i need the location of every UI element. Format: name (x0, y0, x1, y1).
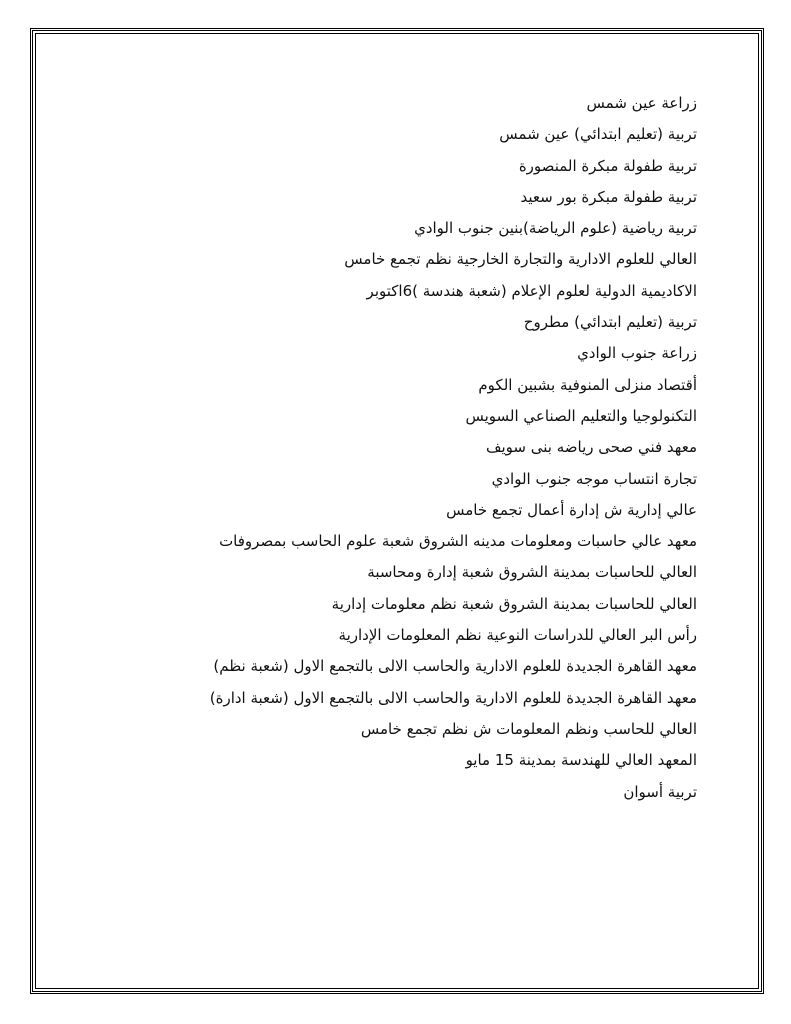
list-item: تربية (تعليم ابتدائي) مطروح (523, 313, 697, 332)
list-item: العالي للحاسب ونظم المعلومات ش نظم تجمع خامس (360, 719, 697, 738)
institution-list (97, 88, 697, 808)
list-item: تربية (تعليم ابتدائي) عين شمس (499, 125, 697, 144)
list-item: تربية طفولة مبكرة بور سعيد (520, 187, 697, 206)
list-item: العالي للحاسبات بمدينة الشروق شعبة نظم معلومات إدارية (331, 594, 697, 613)
list-item: تربية طفولة مبكرة المنصورة (518, 156, 697, 175)
list-item: الاكاديمية الدولية لعلوم الإعلام (شعبة هندسة )6اكتوبر (366, 281, 697, 300)
list-item: أقتصاد منزلى المنوفية بشبين الكوم (478, 375, 697, 394)
list-item: رأس البر العالي للدراسات النوعية نظم المعلومات الإدارية (338, 626, 697, 645)
list-item: تربية أسوان (623, 782, 697, 801)
list-item: زراعة عين شمس (586, 94, 697, 112)
list-item: العالي للحاسبات بمدينة الشروق شعبة إدارة ومحاسبة (367, 563, 697, 582)
list-item: تجارة انتساب موجه جنوب الوادي (491, 469, 697, 488)
list-item: عالي إدارية ش إدارة أعمال تجمع خامس (446, 500, 697, 519)
list-item: معهد فني صحى رياضه بنى سويف (485, 438, 697, 457)
list-item: زراعة جنوب الوادي (577, 344, 697, 363)
list-item: التكنولوجيا والتعليم الصناعي السويس (465, 406, 697, 425)
list-item: تربية رياضية (علوم الرياضة)بنين جنوب الوادي (414, 219, 697, 238)
list-item: معهد القاهرة الجديدة للعلوم الادارية والحاسب الالى بالتجمع الاول (شعبة ادارة) (209, 688, 697, 707)
list-item: معهد القاهرة الجديدة للعلوم الادارية والحاسب الالى بالتجمع الاول (شعبة نظم) (213, 657, 697, 676)
list-item: العالي للعلوم الادارية والتجارة الخارجية نظم تجمع خامس (344, 250, 697, 269)
list-item: معهد عالي حاسبات ومعلومات مدينه الشروق شعبة علوم الحاسب بمصروفات (219, 532, 697, 551)
list-item: المعهد العالي للهندسة بمدينة 15 مايو (465, 751, 697, 770)
